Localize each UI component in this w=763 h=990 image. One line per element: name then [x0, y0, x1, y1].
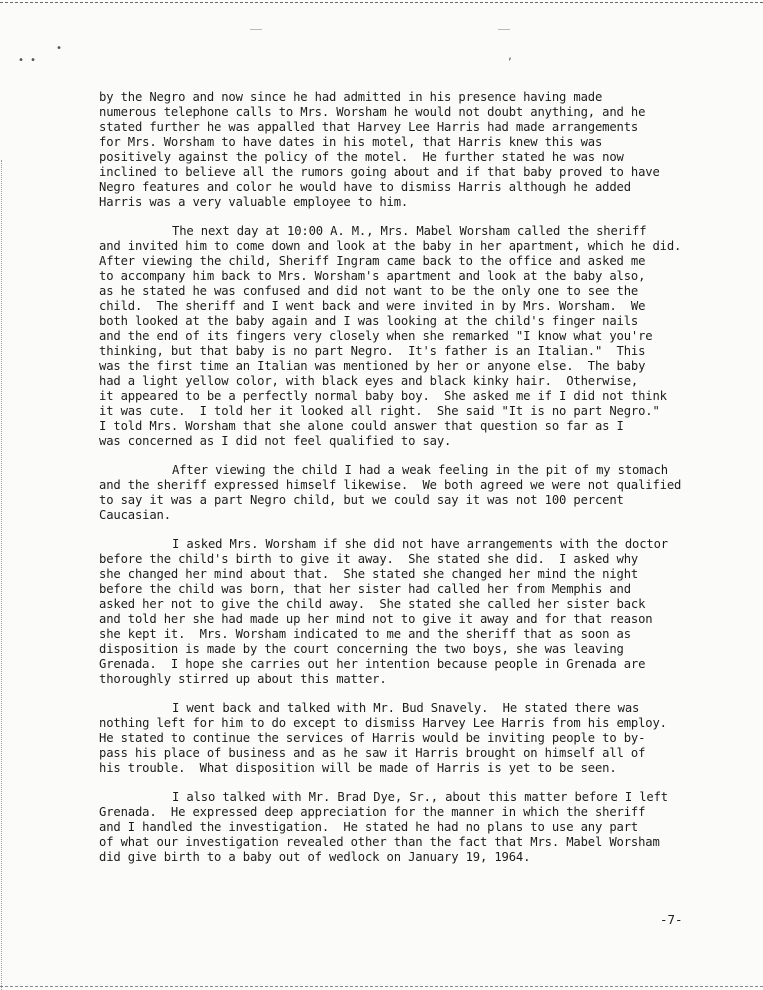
scan-speck: ‾‾ [498, 29, 511, 40]
paragraph: I asked Mrs. Worsham if she did not have arrangements with the doctor before the child's birth to give it away. She stated she did. I asked why she changed her mind about that. She stated she changed her mind the night before the child was born, that her sister had called her from Memphis and asked her not to give the child away. She stated she called her sister back and told her she had made up her mind not to give it away and for that reason she kept it. Mrs. Worsham indicated to me and the sheriff that as soon as disposition is made by the court concerning the two boys, she was leaving Grenada. I hope she carries out her intention because people in Grenada are thoroughly stirred up about this matter. [99, 537, 668, 686]
bottom-border-line [0, 986, 763, 987]
document-body [99, 90, 739, 879]
scan-speck: • [56, 43, 63, 54]
top-border-line [0, 2, 763, 3]
paragraph: I also talked with Mr. Brad Dye, Sr., about this matter before I left Grenada. He expressed deep appreciation for the manner in which the sheriff and I handled the investigation. He stated he had no plans to use any part of what our investigation revealed other than the fact that Mrs. Mabel Worsham did give birth to a baby out of wedlock on January 19, 1964. [99, 790, 668, 864]
page-number: -7- [660, 912, 683, 927]
paragraph: The next day at 10:00 A. M., Mrs. Mabel Worsham called the sheriff and invited him to come down and look at the baby in her apartment, which he did. After viewing the child, Sheriff Ingram came back to the office and asked me to accompany him back to Mrs. Worsham's apartment and look at the baby also, as he stated he was confused and did not want to be the only one to see the child. The sheriff and I went back and were invited in by Mrs. Worsham. We both looked at the baby again and I was looking at the child's finger nails and the end of its fingers very closely when she remarked "I know what you're thinking, but that baby is no part Negro. It's father is an Italian." This was the first time an Italian was mentioned by her or anyone else. The baby had a light yellow color, with black eyes and black kinky hair. Otherwise, it appeared to be a perfectly normal baby boy. She asked me if I did not think it was cute. I told her it looked all right. She said "It is no part Negro." I told Mrs. Worsham that she alone could answer that question so far as I was concerned as I did not feel qualified to say. [99, 224, 682, 448]
scan-speck: ‾‾ [250, 29, 263, 40]
paragraph: I went back and talked with Mr. Bud Snavely. He stated there was nothing left for him to do except to dismiss Harvey Lee Harris from his employ. He stated to continue the services of Harris would be inviting people to by- pass his place of business and as he saw it Harris brought on himself all of his trouble. What disposition will be made of Harris is yet to be seen. [99, 701, 667, 775]
paragraph: After viewing the child I had a weak feeling in the pit of my stomach and the sheriff expressed himself likewise. We both agreed we were not qualified to say it was a part Negro child, but we could say it was not 100 percent Caucasian. [99, 463, 682, 522]
paragraph: by the Negro and now since he had admitted in his presence having made numerous telephone calls to Mrs. Worsham he would not doubt anything, and he stated further he was appalled that Harvey Lee Harris had made arrangements for Mrs. Worsham to have dates in his motel, that Harris knew this was positively against the policy of the motel. He further stated he was now inclined to believe all the rumors going about and if that baby proved to have Negro features and color he would have to dismiss Harris although he added Harris was a very valuable employee to him. [99, 90, 660, 209]
scan-speck: • • [18, 55, 37, 66]
left-margin-edge [1, 160, 2, 990]
scan-speck: ‚ [507, 51, 514, 62]
